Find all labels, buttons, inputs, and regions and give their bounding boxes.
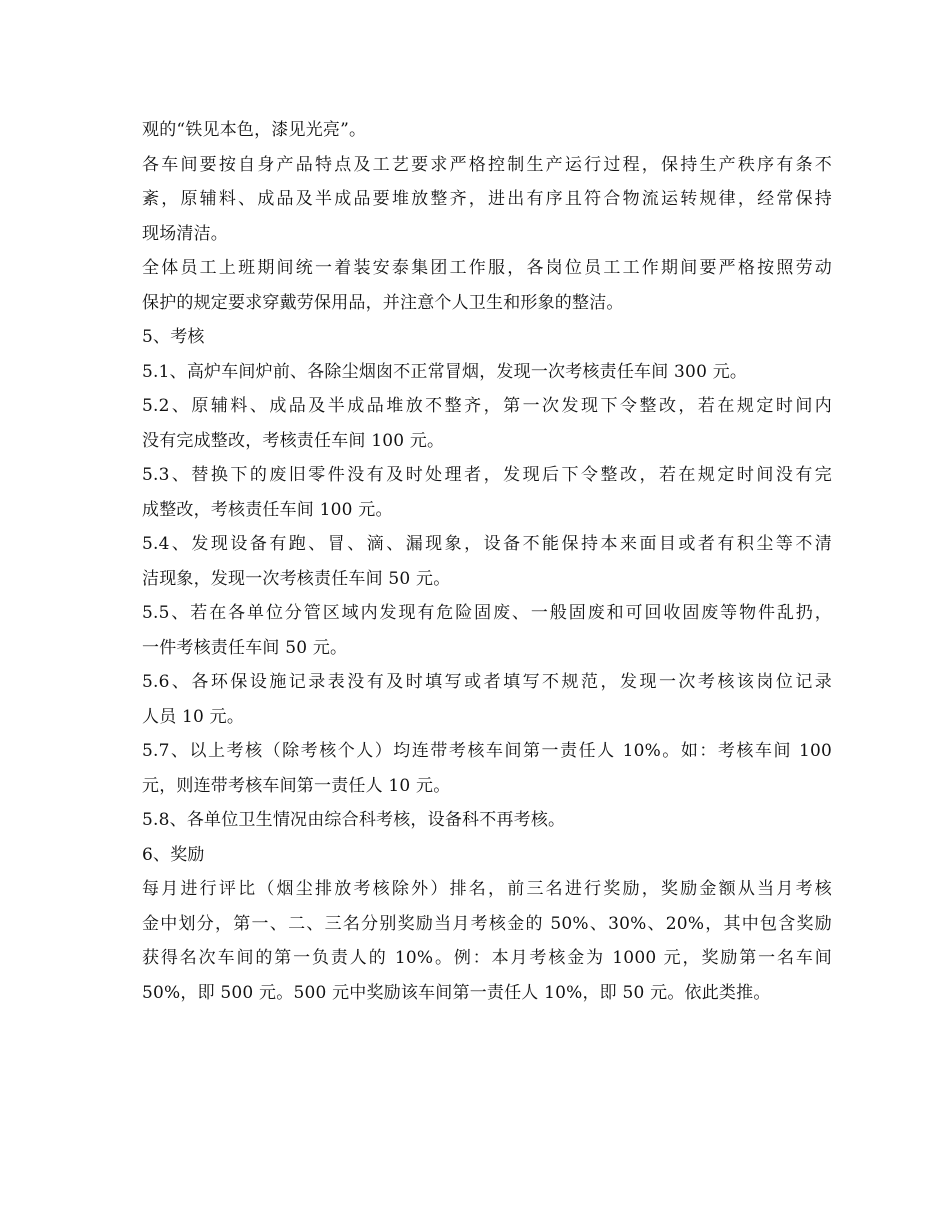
text-line: 金中划分，第一、二、三名分别奖励当月考核金的 50%、30%、20%，其中包含奖励	[142, 913, 832, 934]
document-body	[142, 113, 832, 1010]
text-line: 成整改，考核责任车间 100 元。	[142, 499, 393, 520]
text-line: 洁现象，发现一次考核责任车间 50 元。	[142, 568, 451, 589]
text-line: 获得名次车间的第一负责人的 10%。例：本月考核金为 1000 元，奖励第一名车间	[142, 948, 832, 968]
text-line: 全体员工上班期间统一着装安泰集团工作服，各岗位员工工作期间要严格按照劳动	[142, 258, 832, 278]
text-line: 5.7、以上考核（除考核个人）均连带考核车间第一责任人 10%。如：考核车间 100	[142, 741, 832, 761]
text-line: 5.5、若在各单位分管区域内发现有危险固废、一般固废和可回收固废等物件乱扔，	[142, 603, 832, 623]
text-line: 5.2、原辅料、成品及半成品堆放不整齐，第一次发现下令整改，若在规定时间内	[142, 396, 832, 416]
text-line: 紊，原辅料、成品及半成品要堆放整齐，进出有序且符合物流运转规律，经常保持	[142, 189, 832, 209]
text-line: 保护的规定要求穿戴劳保用品，并注意个人卫生和形象的整洁。	[142, 292, 624, 313]
text-line: 5.3、替换下的废旧零件没有及时处理者，发现后下令整改，若在规定时间没有完	[142, 465, 832, 485]
text-line: 各车间要按自身产品特点及工艺要求严格控制生产运行过程，保持生产秩序有条不	[142, 154, 832, 175]
section-heading: 5、考核	[142, 327, 205, 347]
text-line: 50%，即 500 元。500 元中奖励该车间第一责任人 10%，即 50 元。依此类推。	[142, 982, 771, 1003]
text-line: 元，则连带考核车间第一责任人 10 元。	[142, 775, 451, 796]
text-line: 5.4、发现设备有跑、冒、滴、漏现象，设备不能保持本来面目或者有积尘等不清	[142, 534, 832, 554]
text-line: 每月进行评比（烟尘排放考核除外）排名，前三名进行奖励，奖励金额从当月考核	[142, 879, 832, 899]
text-line: 5.1、高炉车间炉前、各除尘烟囱不正常冒烟，发现一次考核责任车间 300 元。	[142, 361, 748, 382]
text-line: 观的“铁见本色，漆见光亮”。	[142, 120, 367, 140]
section-heading: 6、奖励	[142, 844, 205, 865]
text-line: 5.8、各单位卫生情况由综合科考核，设备科不再考核。	[142, 810, 566, 830]
text-line: 没有完成整改，考核责任车间 100 元。	[142, 430, 445, 451]
text-line: 人员 10 元。	[142, 706, 245, 727]
text-line: 5.6、各环保设施记录表没有及时填写或者填写不规范，发现一次考核该岗位记录	[142, 672, 832, 692]
text-line: 现场清洁。	[142, 223, 228, 244]
text-line: 一件考核责任车间 50 元。	[142, 637, 348, 658]
